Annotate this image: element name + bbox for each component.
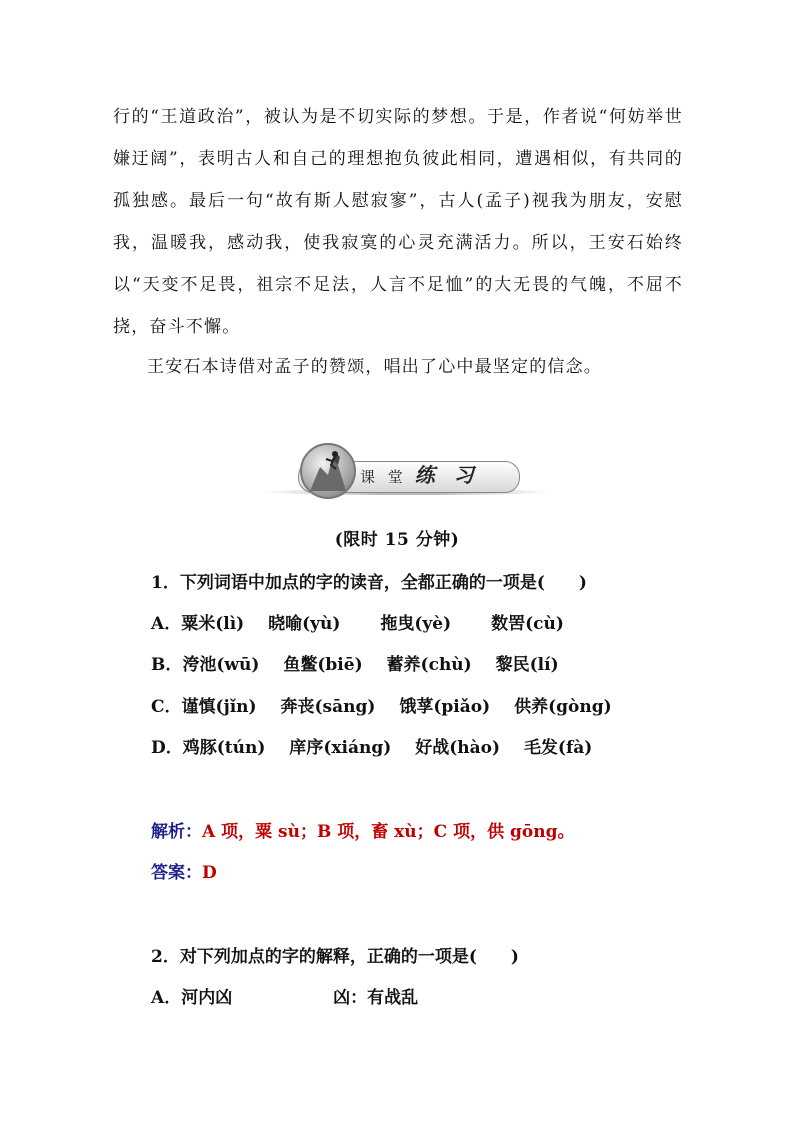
option-term: 奔丧(sāng) xyxy=(280,697,376,717)
question-2-stem: 2．对下列加点的字的解释，正确的一项是( ) xyxy=(151,947,519,967)
option-term: 晓喻(yù) xyxy=(268,614,341,634)
banner-word-1: 课 堂 xyxy=(360,468,407,486)
banner-word-2: 练 习 xyxy=(414,463,480,487)
option-term: 饿莩(piǎo) xyxy=(399,697,491,717)
question-1-option-c xyxy=(151,695,630,719)
option-term: D．鸡豚(tún) xyxy=(151,738,266,758)
option-term: 拖曳(yè) xyxy=(380,614,452,634)
section-banner xyxy=(262,443,552,503)
answer-label: 答案： xyxy=(151,863,202,883)
analysis-text: A 项，粟 sù；B 项，畜 xù；C 项，供 gōng。 xyxy=(202,822,575,842)
question-1-option-d xyxy=(151,736,610,760)
passage-paragraph-1: 行的“王道政治”，被认为是不切实际的梦想。于是，作者说“何妨举世嫌迂阔”，表明古人和自己的理想抱负彼此相同，遭遇相似，有共同的孤独感。最后一句“故有斯人慰寂寥”，古人(孟子)视我为朋友，安慰我，温暖我，感动我，使我寂寞的心灵充满活力。所以，王安石始终以“天变不足畏，祖宗不足法，人言不足恤”的大无畏的气魄，不屈不挠，奋斗不懈。 xyxy=(113,107,683,337)
option-term: 蓄养(chù) xyxy=(386,655,472,675)
option-word: A．河内凶 xyxy=(151,988,233,1008)
climber-icon xyxy=(300,443,356,499)
analysis-label: 解析： xyxy=(151,822,202,842)
question-1-answer xyxy=(151,861,217,885)
option-term: B．洿池(wū) xyxy=(151,655,260,675)
passage-paragraph-2: 王安石本诗借对孟子的赞颂，唱出了心中最坚定的信念。 xyxy=(147,357,602,377)
option-term: C．谨慎(jǐn) xyxy=(151,697,257,717)
option-term: 毛发(fà) xyxy=(523,738,593,758)
option-term: 黎民(lí) xyxy=(495,655,559,675)
question-1-analysis xyxy=(151,820,575,844)
banner-title xyxy=(360,460,480,490)
answer-text: D xyxy=(202,863,217,883)
option-term: 庠序(xiáng) xyxy=(289,738,392,758)
option-term: 好战(hào) xyxy=(415,738,501,758)
question-1-option-a xyxy=(151,612,582,636)
option-term: 供养(gòng) xyxy=(514,697,612,717)
question-1-option-b xyxy=(151,653,577,677)
question-1-stem: 1．下列词语中加点的字的读音，全都正确的一项是( ) xyxy=(151,573,587,593)
option-term: 数罟(cù) xyxy=(491,614,564,634)
option-term: A．粟米(lì) xyxy=(151,614,245,634)
option-term: 鱼鳖(biē) xyxy=(283,655,363,675)
option-meaning: 凶：有战乱 xyxy=(333,988,419,1008)
time-limit: (限时 15 分钟) xyxy=(334,530,460,550)
question-2-option-a xyxy=(151,986,436,1010)
